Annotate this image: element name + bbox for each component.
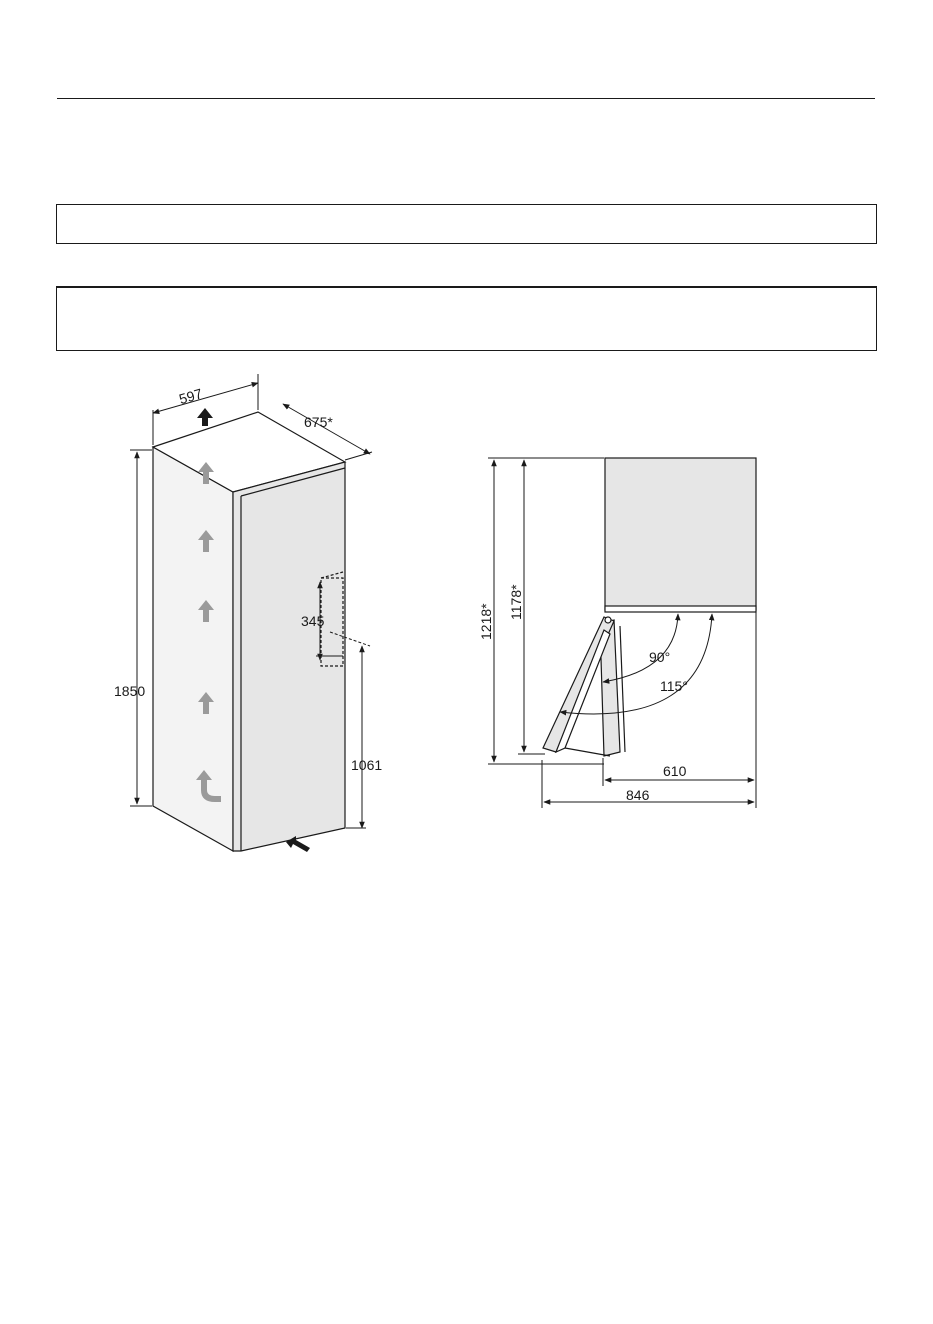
label-depth-675: 675* [304, 414, 333, 430]
label-height-1850: 1850 [114, 683, 146, 699]
fridge-top-view [543, 458, 756, 756]
label-angle-90: 90° [649, 649, 671, 665]
fridge-body-top [605, 458, 756, 610]
label-offset-1061: 1061 [351, 757, 383, 773]
label-depth-1218: 1218* [478, 603, 494, 640]
fridge-3d-view [153, 412, 345, 851]
label-angle-115: 115° [660, 678, 688, 694]
fridge-side-panel [153, 447, 233, 851]
dim-line-597 [153, 383, 258, 413]
label-depth-1178: 1178* [508, 584, 524, 620]
label-width-846: 846 [626, 787, 650, 803]
label-width-597: 597 [177, 385, 205, 408]
label-width-610: 610 [663, 763, 687, 779]
exhaust-arrow-icon [197, 408, 213, 426]
label-vent-345: 345 [301, 613, 325, 629]
